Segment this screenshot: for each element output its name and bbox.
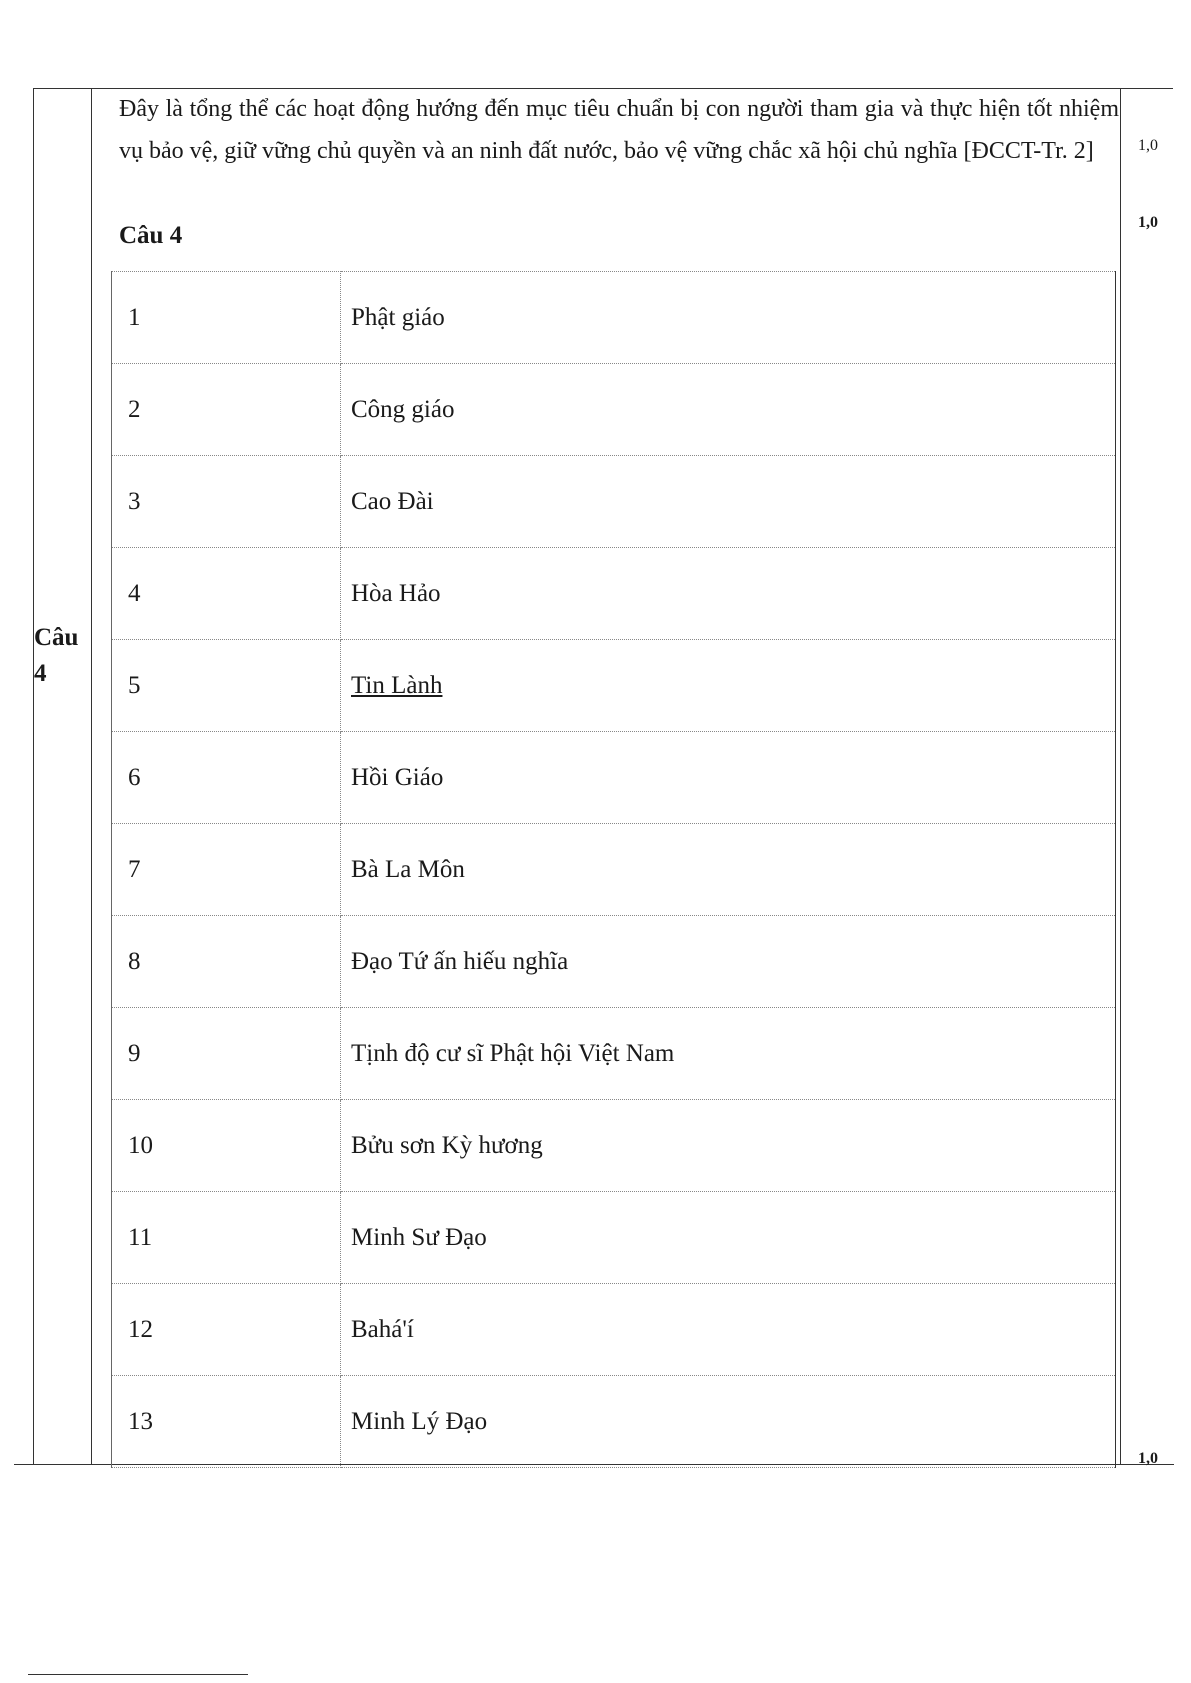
- row-number: 3: [112, 456, 341, 548]
- row-number: 5: [112, 640, 341, 732]
- table-row: [112, 732, 1116, 824]
- table-row: [112, 824, 1116, 916]
- table-row: [112, 640, 1116, 732]
- table-row: [112, 1192, 1116, 1284]
- religion-name: Bahá'í: [341, 1284, 1116, 1376]
- religion-name: Hồi Giáo: [341, 732, 1116, 824]
- row-number: 1: [112, 272, 341, 364]
- row-number: 7: [112, 824, 341, 916]
- intro-paragraph: Đây là tổng thể các hoạt động hướng đến mục tiêu chuẩn bị con người tham gia và thực hiện tốt nhiệm vụ bảo vệ, giữ vững chủ quyền và an ninh đất nước, bảo vệ vững chắc xã hội chủ nghĩa [ĐCCT-Tr. 2]: [119, 96, 1119, 164]
- row-number: 6: [112, 732, 341, 824]
- religion-table: [111, 271, 1116, 1468]
- row-number: 10: [112, 1100, 341, 1192]
- table-row: [112, 272, 1116, 364]
- religion-name: Công giáo: [341, 364, 1116, 456]
- table-row: [112, 1284, 1116, 1376]
- row-number: 9: [112, 1008, 341, 1100]
- religion-name: Cao Đài: [341, 456, 1116, 548]
- religion-name: Bà La Môn: [341, 824, 1116, 916]
- table-row: [112, 456, 1116, 548]
- religion-name: Hòa Hảo: [341, 548, 1116, 640]
- religion-name: Minh Lý Đạo: [341, 1376, 1116, 1468]
- frame-left-line: [33, 88, 34, 1464]
- table-row: [112, 1100, 1116, 1192]
- row-number: 13: [112, 1376, 341, 1468]
- religion-name: Bửu sơn Kỳ hương: [341, 1100, 1116, 1192]
- score-1: 1,0: [1138, 137, 1158, 154]
- table-row: [112, 364, 1116, 456]
- table-row: [112, 1008, 1116, 1100]
- row-number: 12: [112, 1284, 341, 1376]
- row-number: 4: [112, 548, 341, 640]
- section-label: Câu 4: [34, 624, 79, 687]
- table-row: [112, 1376, 1116, 1468]
- score-3: 1,0: [1138, 1450, 1158, 1467]
- table-row: [112, 916, 1116, 1008]
- religion-name: Minh Sư Đạo: [341, 1192, 1116, 1284]
- row-number: 11: [112, 1192, 341, 1284]
- religion-name: Tịnh độ cư sĩ Phật hội Việt Nam: [341, 1008, 1116, 1100]
- religion-name: Đạo Tứ ấn hiếu nghĩa: [341, 916, 1116, 1008]
- row-number: 8: [112, 916, 341, 1008]
- row-number: 2: [112, 364, 341, 456]
- score-2: 1,0: [1138, 214, 1158, 231]
- question-heading: Câu 4: [119, 222, 183, 249]
- religion-name: Phật giáo: [341, 272, 1116, 364]
- table-row: [112, 548, 1116, 640]
- frame-score-divider: [1120, 88, 1121, 1464]
- frame-col-divider: [91, 88, 92, 1464]
- religion-name-cell: [341, 640, 1116, 732]
- religion-name: Tin Lành: [351, 671, 443, 699]
- footer-rule: [28, 1674, 248, 1675]
